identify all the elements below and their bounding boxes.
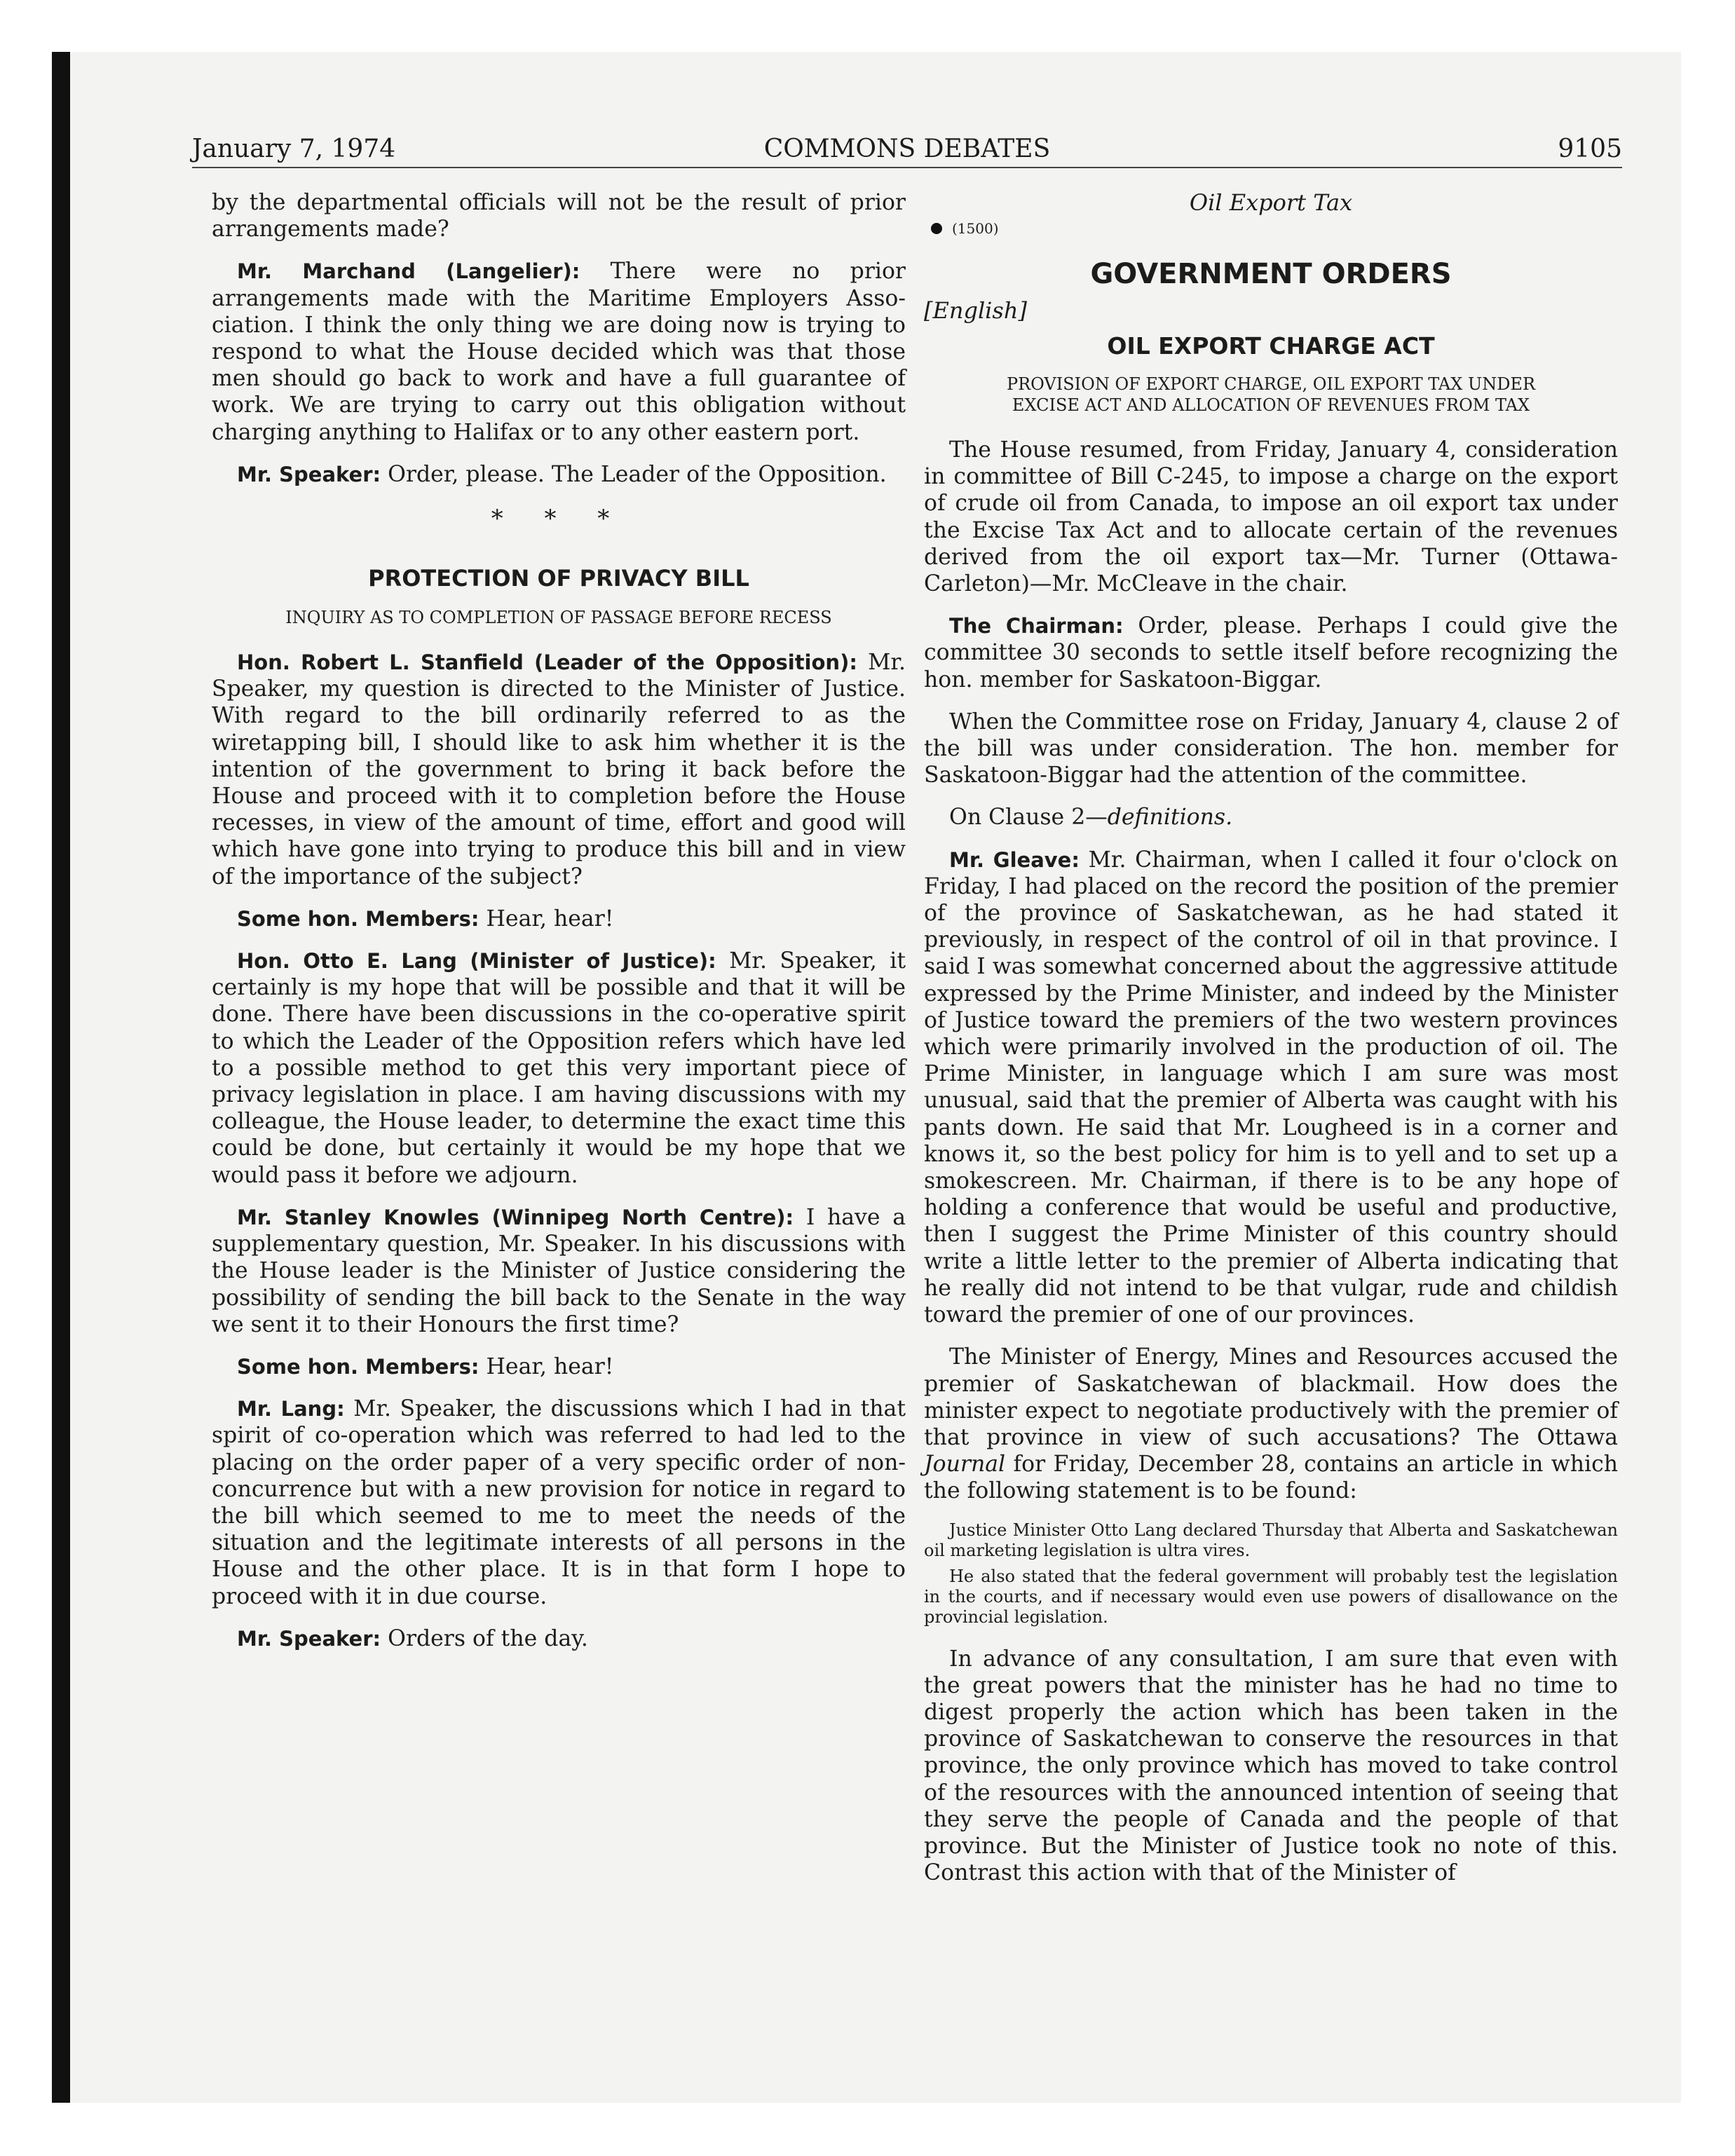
section-separator: * * * bbox=[491, 505, 627, 533]
act-title: OIL EXPORT CHARGE ACT bbox=[1107, 332, 1435, 360]
speech-text: The Minister of Energy, Mines and Resources accused the premier of Saskatchewan of blackmail. How does the minister expect to negotiate productively with the premier of that province in view of such accusations? The Ottawa bbox=[924, 1344, 1618, 1450]
paragraph bbox=[212, 906, 906, 932]
clause-text: On Clause 2— bbox=[949, 805, 1108, 831]
time-marker-text: (1500) bbox=[952, 220, 999, 237]
speech-text: Mr. Speaker, the discussions which I had in that spirit of co-operation which was referred to had led to the placing on the order paper of a very specific order of non-concurrence but with a new provision for notice in regard to the bill which seemed to me to meet the needs of the situation and the legitimate interests of all persons in the House and the other place. It is in that form I hope to proceed with it in due course. bbox=[212, 1396, 906, 1609]
paragraph bbox=[924, 1344, 1618, 1504]
bullet-icon bbox=[931, 223, 942, 234]
paragraph bbox=[212, 1625, 906, 1652]
paragraph: by the departmental officials will not be the result of prior arrangements made? bbox=[212, 190, 906, 243]
paragraph bbox=[924, 613, 1618, 693]
page-header bbox=[192, 132, 1622, 168]
speaker-name: Some hon. Members: bbox=[237, 1354, 479, 1379]
speech-text: Order, please. The Leader of the Opposition. bbox=[381, 461, 887, 487]
paragraph: The House resumed, from Friday, January 4, consideration in committee of Bill C-245, to impose a charge on the export of crude oil from Canada, to impose an oil export tax under the Excise Tax Act and to allocate certain of the revenues derived from the oil export tax—Mr. Turner (Ottawa-Carleton)—Mr. McCleave in the chair. bbox=[924, 437, 1618, 597]
speaker-name: Mr. Speaker: bbox=[237, 1626, 381, 1651]
header-title: COMMONS DEBATES bbox=[763, 135, 1051, 163]
clause-italic: definitions. bbox=[1107, 805, 1233, 831]
section-subheading: INQUIRY AS TO COMPLETION OF PASSAGE BEFORE RECESS bbox=[285, 608, 832, 628]
language-tag: [English] bbox=[924, 297, 1027, 324]
act-subheading bbox=[924, 374, 1618, 416]
speech-text: Order, please. Perhaps I could give the committee 30 seconds to settle itself before recognizing the hon. member for Saskatoon-Biggar. bbox=[924, 613, 1618, 692]
right-column bbox=[924, 189, 1618, 1902]
header-date: January 7, 1974 bbox=[192, 135, 396, 163]
header-page-number: 9105 bbox=[1558, 135, 1622, 163]
block-quote: Justice Minister Otto Lang declared Thursday that Alberta and Saskatchewan oil marketing legislation is ultra vires. bbox=[924, 1520, 1618, 1560]
speech-text: for Friday, December 28, contains an article in which the following statement is to be found: bbox=[924, 1452, 1618, 1504]
speech-text: I have a supplementary question, Mr. Speaker. In his discussions with the House leader is the Minister of Justice considering the possibility of sending the bill back to the Senate in the way we sent it to their Honours the first time? bbox=[212, 1204, 906, 1337]
speech-text: There were no prior arrangements made with the Maritime Employers Association. I think the only thing we are doing now is trying to respond to what the House decided which was that those men should go back to work and have a full guarantee of work. We are trying to carry out this obligation without charging anything to Halifax or to any other eastern port. bbox=[212, 259, 906, 445]
scan-edge bbox=[52, 52, 70, 2103]
paragraph bbox=[212, 1204, 906, 1338]
speaker-name: Some hon. Members: bbox=[237, 906, 479, 931]
paragraph: In advance of any consultation, I am sure that even with the great powers that the minister has he had no time to digest properly the action which has been taken in the province of Saskatchewan to conserve the resources in that province, the only province which has moved to take control of the resources with the announced intention of seeing that they serve the people of Canada and the people of that province. But the Minister of Justice took no note of this. Contrast this action with that of the Minister of bbox=[924, 1646, 1618, 1886]
paragraph bbox=[212, 649, 906, 890]
speaker-name: Mr. Gleave: bbox=[949, 847, 1080, 872]
speaker-name: Hon. Otto E. Lang (Minister of Justice): bbox=[237, 949, 716, 974]
speech-text: Orders of the day. bbox=[381, 1625, 588, 1651]
paragraph: When the Committee rose on Friday, January 4, clause 2 of the bill was under consideration. The hon. member for Saskatoon-Biggar had the attention of the committee. bbox=[924, 709, 1618, 789]
speaker-name: Hon. Robert L. Stanfield (Leader of the Opposition): bbox=[237, 650, 857, 675]
speech-text: Mr. Speaker, it certainly is my hope that will be possible and that it will be done. There have been discussions in the co-operative spirit to which the Leader of the Opposition refers which have led to a possible method to get this very important piece of privacy legislation in place. I am having discussions with my colleague, the House leader, to determine the exact time this could be done, but certainly it would be my hope that we would pass it before we adjourn. bbox=[212, 948, 906, 1188]
paragraph bbox=[212, 1353, 906, 1380]
running-head: Oil Export Tax bbox=[1189, 189, 1353, 216]
speaker-name: Mr. Marchand (Langelier): bbox=[237, 259, 580, 284]
paragraph bbox=[924, 804, 1618, 831]
paragraph bbox=[212, 461, 906, 488]
time-marker bbox=[931, 220, 1618, 237]
section-heading: GOVERNMENT ORDERS bbox=[1090, 258, 1452, 290]
speech-text: Mr. Speaker, my question is directed to the Minister of Justice. With regard to the bill ordinarily referred to as the wiretapping bill, I should like to ask him whether it is the intention of the government to bring it back before the House and proceed with it to completion before the House recesses, in view of the amount of time, effort and good will which have gone into trying to produce this bill and in view of the importance of the subject? bbox=[212, 650, 906, 889]
speech-text: Mr. Chairman, when I called it four o'clock on Friday, I had placed on the record the position of the premier of the province of Saskatchewan, as he had stated it previously, in respect of the control of oil in that province. I said I was somewhat concerned about the aggressive attitude expressed by the Prime Minister, and indeed by the Minister of Justice toward the premiers of the two western provinces which were primarily involved in the production of oil. The Prime Minister, in language which I am sure was most unusual, said that the premier of Alberta was caught with his pants down. He said that Mr. Lougheed is in a corner and knows it, so the best policy for him is to yell and to set up a smokescreen. Mr. Chairman, if there is to be any hope of holding a conference that would be useful and productive, then I suggest the Prime Minister of this country should write a little letter to the premier of Alberta indicating that he really did not intend to be that vulgar, rude and childish toward the premier of one of our provinces. bbox=[924, 847, 1618, 1328]
speaker-name: The Chairman: bbox=[949, 614, 1124, 639]
block-quote: He also stated that the federal government will probably test the legislation in the courts, and if necessary would even use powers of disallowance on the provincial legislation. bbox=[924, 1566, 1618, 1627]
act-subheading-line: EXCISE ACT AND ALLOCATION OF REVENUES FROM TAX bbox=[1012, 395, 1530, 415]
speaker-name: Mr. Stanley Knowles (Winnipeg North Centre): bbox=[237, 1205, 794, 1229]
speaker-name: Mr. Lang: bbox=[237, 1397, 345, 1421]
speech-text: Hear, hear! bbox=[479, 1353, 614, 1379]
paragraph bbox=[212, 948, 906, 1189]
paragraph bbox=[212, 258, 906, 445]
act-subheading-line: PROVISION OF EXPORT CHARGE, OIL EXPORT TAX UNDER bbox=[1006, 374, 1536, 394]
speech-text: Hear, hear! bbox=[479, 906, 614, 932]
paragraph bbox=[924, 847, 1618, 1329]
paragraph bbox=[212, 1396, 906, 1610]
section-heading: PROTECTION OF PRIVACY BILL bbox=[368, 565, 749, 592]
left-column bbox=[212, 189, 906, 1667]
speaker-name: Mr. Speaker: bbox=[237, 462, 381, 486]
publication-name: Journal bbox=[924, 1452, 1006, 1478]
